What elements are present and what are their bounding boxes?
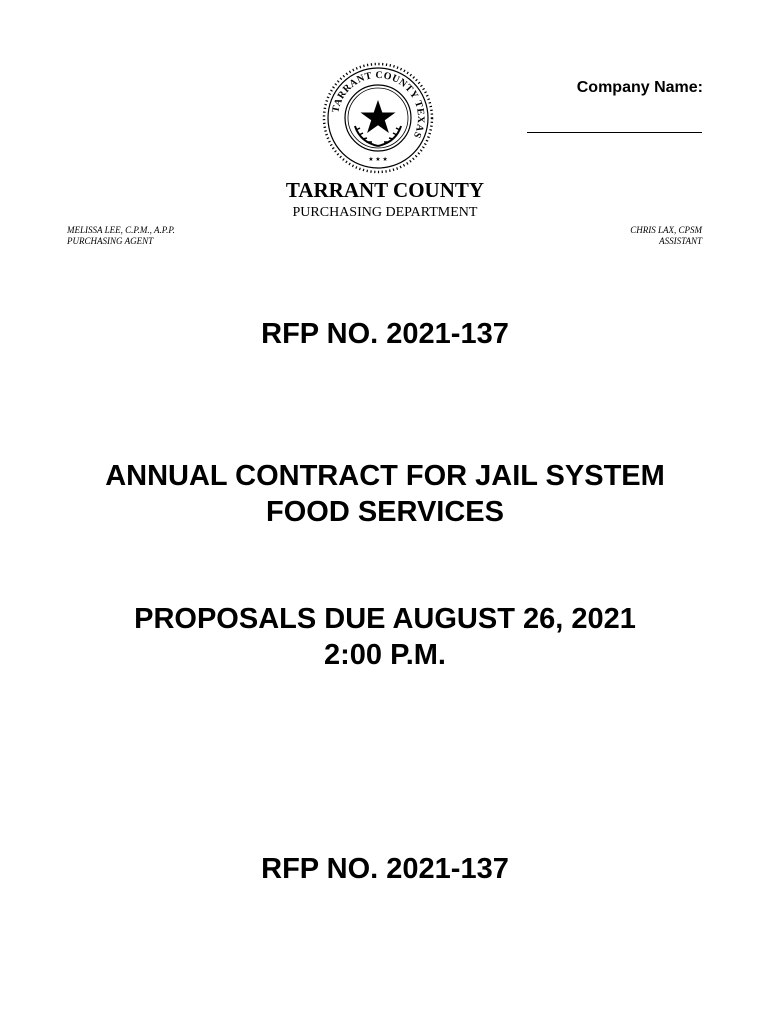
contract-title-line-1: ANNUAL CONTRACT FOR JAIL SYSTEM (105, 460, 665, 492)
department-name: PURCHASING DEPARTMENT (292, 205, 478, 220)
county-seal-logo (322, 62, 434, 174)
proposals-due-time: 2:00 P.M. (324, 639, 446, 671)
purchasing-agent-block (67, 225, 175, 247)
proposals-due (0, 601, 770, 673)
assistant-block (630, 225, 702, 247)
company-name-blank-line (527, 132, 702, 133)
company-name-label: Company Name: (576, 79, 703, 96)
rfp-number-heading: RFP NO. 2021-137 (261, 318, 509, 350)
assistant-name: CHRIS LAX, CPSM (630, 225, 702, 235)
assistant-title: ASSISTANT (659, 236, 702, 246)
seal-ring-text: TARRANT COUNTY TEXAS (330, 69, 427, 140)
purchasing-agent-name: MELISSA LEE, C.P.M., A.P.P. (67, 225, 175, 235)
contract-title (0, 458, 770, 530)
proposals-due-date: PROPOSALS DUE AUGUST 26, 2021 (134, 603, 636, 635)
org-name: TARRANT COUNTY (285, 178, 485, 202)
contract-title-line-2: FOOD SERVICES (266, 496, 504, 528)
svg-text:★ ★ ★: ★ ★ ★ (368, 157, 388, 163)
purchasing-agent-title: PURCHASING AGENT (67, 236, 154, 246)
rfp-number-footer: RFP NO. 2021-137 (261, 853, 509, 885)
